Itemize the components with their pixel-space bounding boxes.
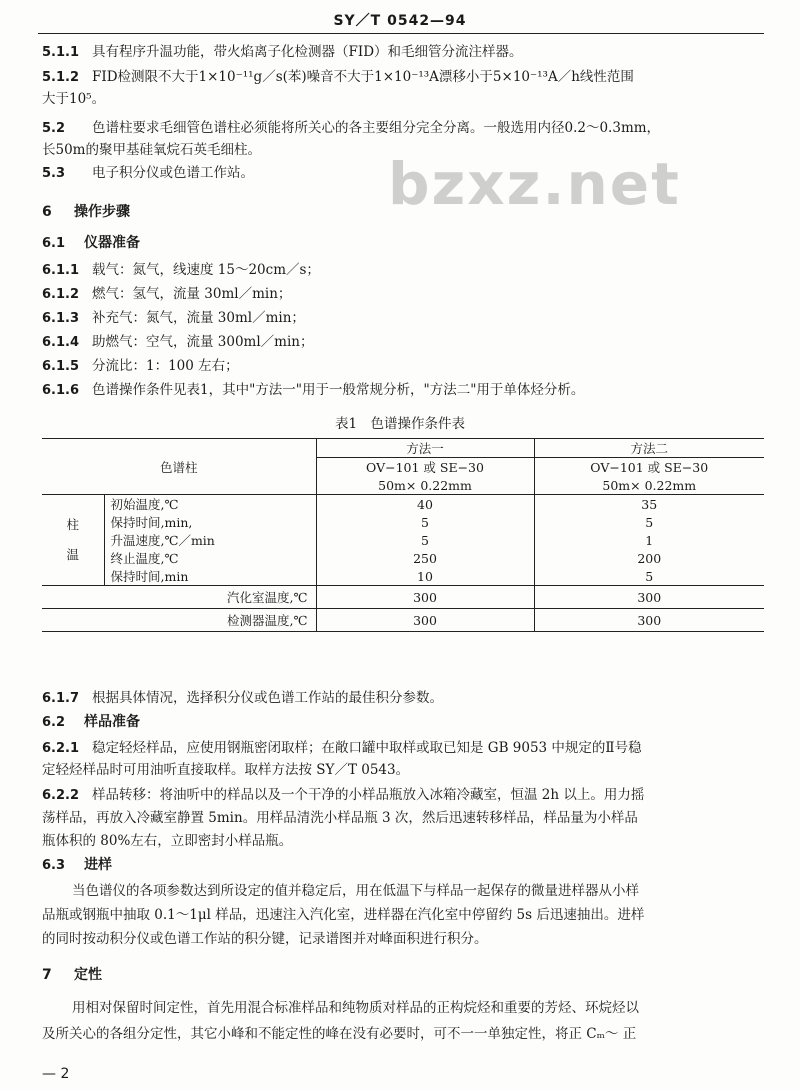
method1-value: 5 <box>316 513 534 531</box>
clause-text: 燃气：氢气，流量 30ml／min； <box>92 286 292 302</box>
clause-6-2-1 <box>42 738 642 759</box>
para-7-line2: 及所关心的各组分定性，其它小峰和不能定性的峰在没有必要时，可不一一单独定性，将正 Cₘ～ 正 <box>42 1026 637 1042</box>
clause-text: 稳定轻烃样品，应使用钢瓶密闭取样；在敞口罐中取样或取已知是 GB 9053 中规定的Ⅱ号稳 <box>92 740 642 756</box>
method2-value: 35 <box>534 495 764 514</box>
clause-5-1-1 <box>42 42 523 63</box>
clause-6-2-1-cont: 定轻烃样品时可用油听直接取样。取样方法按 SY／T 0543。 <box>42 762 410 778</box>
clause-number: 6.1.1 <box>42 263 80 278</box>
clause-number: 6.1.2 <box>42 287 80 302</box>
clause-number: 6.1.3 <box>42 311 80 326</box>
method1-value: 5 <box>316 531 534 549</box>
table-row <box>42 495 764 514</box>
row-label: 终止温度,℃ <box>110 551 179 566</box>
para-6-3-line2: 品瓶或钢瓶中抽取 0.1～1μl 样品，迅速注入汽化室，进样器在汽化室中停留约 5s 后迅速抽出。进样 <box>42 907 645 923</box>
clause-text: 色谱柱要求毛细管色谱柱必须能将所关心的各主要组分完全分离。一般选用内径0.2～0.3mm， <box>92 120 661 136</box>
method2-value: 5 <box>645 514 654 530</box>
table-header-row <box>42 439 764 458</box>
clause-6-1-2 <box>42 284 291 305</box>
clause-text: FID检测限不大于1×10⁻¹¹g／s(苯)噪音不大于1×10⁻¹³A漂移小于5×10⁻¹³A／h线性范围 <box>92 69 634 85</box>
table-row <box>42 609 764 632</box>
clause-6-1-3 <box>42 308 305 329</box>
clause-6-2-2 <box>42 785 644 806</box>
clause-number: 6.1.6 <box>42 383 80 398</box>
method1-size: 50m× 0.22mm <box>316 476 534 495</box>
method2-value: 1 <box>645 532 654 548</box>
clause-text: 助燃气：空气，流量 300ml／min； <box>92 334 314 350</box>
clause-text: 分流比：1：100 左右； <box>92 358 239 374</box>
section-number: 6.3 <box>42 858 66 873</box>
clause-text: 样品转移：将油听中的样品以及一个干净的小样品瓶放入冰箱冷藏室，恒温 2h 以上。用力摇 <box>92 787 645 803</box>
clause-number: 5.2 <box>42 121 66 136</box>
row-label: 保持时间,min <box>110 569 189 584</box>
clause-number: 6.1.5 <box>42 359 80 374</box>
section-number: 7 <box>42 967 52 983</box>
clause-text: 电子积分仪或色谱工作站。 <box>92 165 254 181</box>
page-header: SY／T 0542—94 <box>333 13 467 29</box>
method1-value: 300 <box>316 586 534 609</box>
row-label: 汽化室温度,℃ <box>42 586 316 609</box>
section-number: 6 <box>42 204 52 220</box>
clause-6-2-2-cont1: 荡样品，再放入冷藏室静置 5min。用样品清洗小样品瓶 3 次，然后迅速转移样品，样品量为小样品 <box>42 810 638 826</box>
clause-5-2 <box>42 118 660 139</box>
row-label: 升温速度,℃／min <box>110 533 215 548</box>
clause-5-3 <box>42 163 254 184</box>
method1-value: 10 <box>316 567 534 586</box>
method1-column: OV−101 或 SE−30 <box>316 458 534 477</box>
method2-value: 300 <box>534 609 764 632</box>
clause-6-1-5 <box>42 356 239 377</box>
section-title: 操作步骤 <box>74 204 130 220</box>
clause-5-1-2 <box>42 67 634 88</box>
table-row <box>42 531 764 549</box>
para-7-line1: 用相对保留时间定性，首先用混合标准样品和纯物质对样品的正构烷烃和重要的芳烃、环烷烃以 <box>72 1000 639 1016</box>
clause-number: 6.1.7 <box>42 691 80 706</box>
chromatograph-conditions-table <box>42 438 764 632</box>
row-label: 检测器温度,℃ <box>42 609 316 632</box>
clause-number: 5.1.2 <box>42 70 80 85</box>
clause-6-2-2-cont2: 瓶体积的 80%左右，立即密封小样品瓶。 <box>42 833 293 849</box>
clause-number: 5.3 <box>42 166 66 181</box>
method2-value: 300 <box>534 586 764 609</box>
method1-value: 300 <box>316 609 534 632</box>
page-number: — 2 <box>42 1066 70 1082</box>
method2-size: 50m× 0.22mm <box>602 477 697 493</box>
method1-value: 40 <box>316 495 534 514</box>
method2-name: 方法二 <box>534 439 764 458</box>
clause-6-1-6 <box>42 380 584 401</box>
method2-value: 200 <box>637 550 662 566</box>
table-row <box>42 549 764 567</box>
para-6-3-line3: 的同时按动积分仪或色谱工作站的积分键，记录谱图并对峰面积进行积分。 <box>42 931 488 947</box>
clause-5-2-cont: 长50m的聚甲基硅氧烷石英毛细柱。 <box>42 142 261 158</box>
section-title: 样品准备 <box>84 714 140 730</box>
clause-5-1-2-cont: 大于10⁵。 <box>42 91 106 107</box>
clause-text: 根据具体情况，选择积分仪或色谱工作站的最佳积分参数。 <box>92 690 443 706</box>
method1-name: 方法一 <box>316 439 534 458</box>
section-title: 仪器准备 <box>84 235 140 251</box>
clause-number: 6.2.1 <box>42 741 80 756</box>
clause-6-1-1 <box>42 260 320 281</box>
clause-text: 具有程序升温功能，带火焰离子化检测器（FID）和毛细管分流注样器。 <box>92 44 523 60</box>
method2-value: 5 <box>645 568 654 584</box>
clause-number: 6.1.4 <box>42 335 80 350</box>
section-number: 6.2 <box>42 715 66 730</box>
group-label-bottom: 温 <box>66 547 79 562</box>
table-row <box>42 567 764 586</box>
clause-text: 补充气：氮气，流量 30ml／min； <box>92 310 305 326</box>
section-number: 6.1 <box>42 236 66 251</box>
group-label-top: 柱 <box>66 517 79 532</box>
section-title: 进样 <box>84 857 112 873</box>
row-label: 初始温度,℃ <box>104 495 316 514</box>
method2-column: OV−101 或 SE−30 <box>534 458 764 477</box>
section-6-1-heading <box>42 233 140 254</box>
header-rule <box>38 33 764 34</box>
section-6-2-heading <box>42 712 140 733</box>
clause-number: 5.1.1 <box>42 45 80 60</box>
table-row <box>42 513 764 531</box>
section-6-3-heading <box>42 855 112 876</box>
section-6-heading <box>42 202 130 222</box>
section-7-heading <box>42 965 102 985</box>
clause-6-1-7 <box>42 688 443 709</box>
column-label: 色谱柱 <box>159 459 198 475</box>
method1-value: 250 <box>316 549 534 567</box>
para-6-3-line1: 当色谱仪的各项参数达到所设定的值并稳定后，用在低温下与样品一起保存的微量进样器从小样 <box>72 883 639 899</box>
clause-number: 6.2.2 <box>42 788 80 803</box>
section-title: 定性 <box>74 967 102 983</box>
clause-6-1-4 <box>42 332 314 353</box>
table-row <box>42 586 764 609</box>
clause-text: 载气：氮气，线速度 15～20cm／s； <box>92 262 320 278</box>
column-label-cell <box>42 439 316 495</box>
table-caption: 表1 色谱操作条件表 <box>334 416 466 432</box>
group-label-cell <box>42 495 104 586</box>
watermark: bzxz.net <box>388 150 681 218</box>
row-label: 保持时间,min, <box>110 515 193 530</box>
clause-text: 色谱操作条件见表1，其中"方法一"用于一般常规分析，"方法二"用于单体烃分析。 <box>92 382 585 398</box>
